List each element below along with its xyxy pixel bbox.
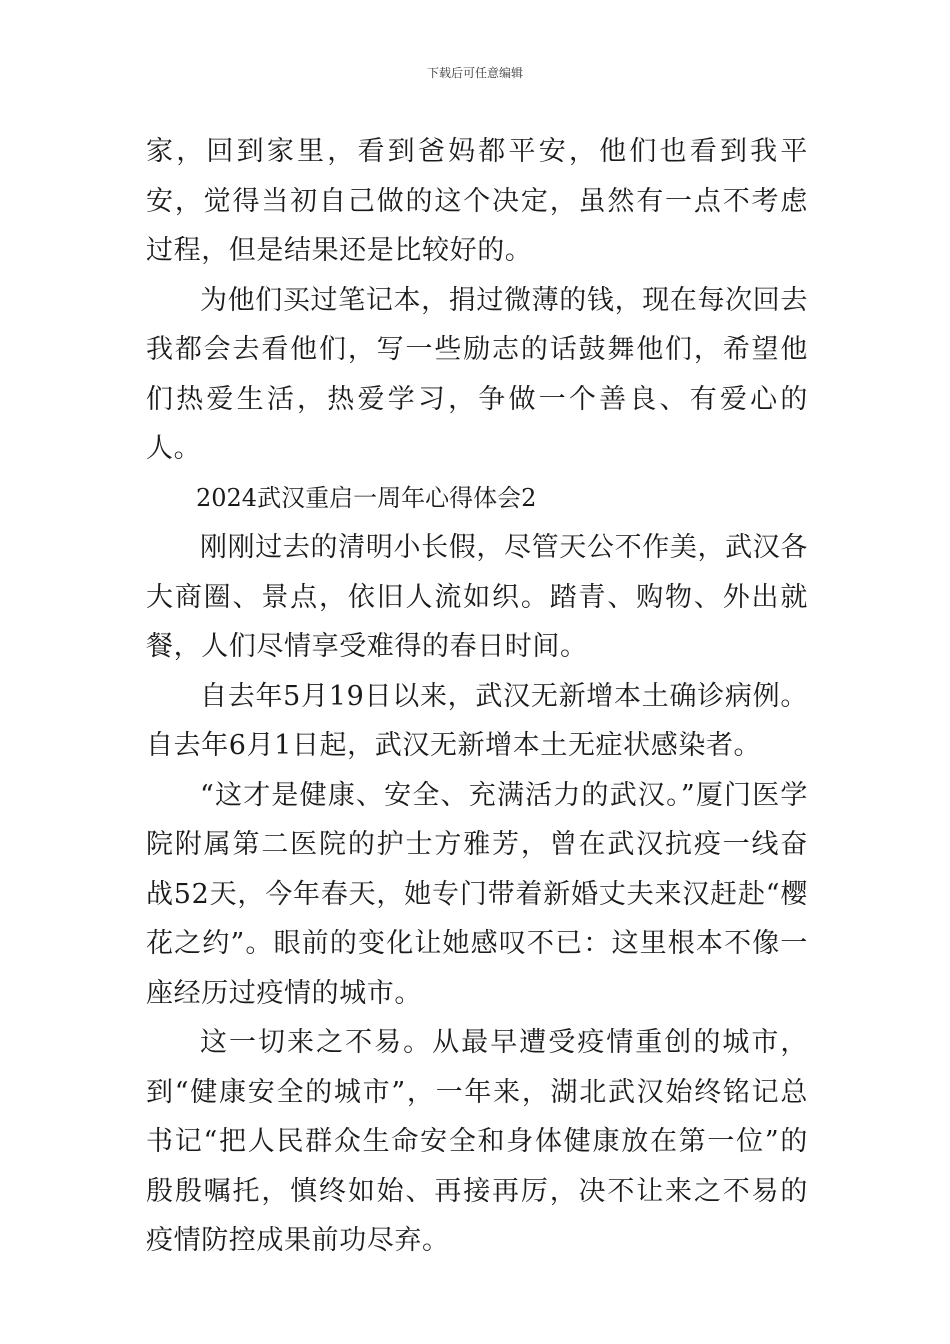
paragraph-hard-won: 这一切来之不易。从最早遭受疫情重创的城市，到“健康安全的城市”，一年来，湖北武汉始终铭记总书记“把人民群众生命安全和身体健康放在第一位”的殷殷嘱托，慎终如始、再接再厉，决不让来之不易的疫情防控成果前功尽弃。: [146, 1027, 808, 1256]
document-body: [146, 127, 808, 1266]
paragraph-no-new-cases: 自去年5月19日以来，武汉无新增本土确诊病例。自去年6月1日起，武汉无新增本土无症状感染者。: [146, 680, 808, 761]
paragraph-continuation: 家，回到家里，看到爸妈都平安，他们也看到我平安，觉得当初自己做的这个决定，虽然有一点不考虑过程，但是结果还是比较好的。: [146, 136, 808, 266]
section-title: 2024武汉重启一周年心得体会2: [196, 483, 537, 512]
paragraph-donation: 为他们买过笔记本，捐过微薄的钱，现在每次回去我都会去看他们，写一些励志的话鼓舞他们，希望他们热爱生活，热爱学习，争做一个善良、有爱心的人。: [146, 284, 808, 464]
page-header-note: 下载后可任意编辑: [426, 66, 523, 80]
paragraph-nurse-quote: “这才是健康、安全、充满活力的武汉。”厦门医学院附属第二医院的护士方雅芳，曾在武汉抗疫一线奋战52天，今年春天，她专门带着新婚丈夫来汉赶赴“樱花之约”。眼前的变化让她感叹不已：这里根本不像一座经历过疫情的城市。: [146, 779, 808, 1009]
paragraph-qingming: 刚刚过去的清明小长假，尽管天公不作美，武汉各大商圈、景点，依旧人流如织。踏青、购物、外出就餐，人们尽情享受难得的春日时间。: [146, 532, 808, 662]
